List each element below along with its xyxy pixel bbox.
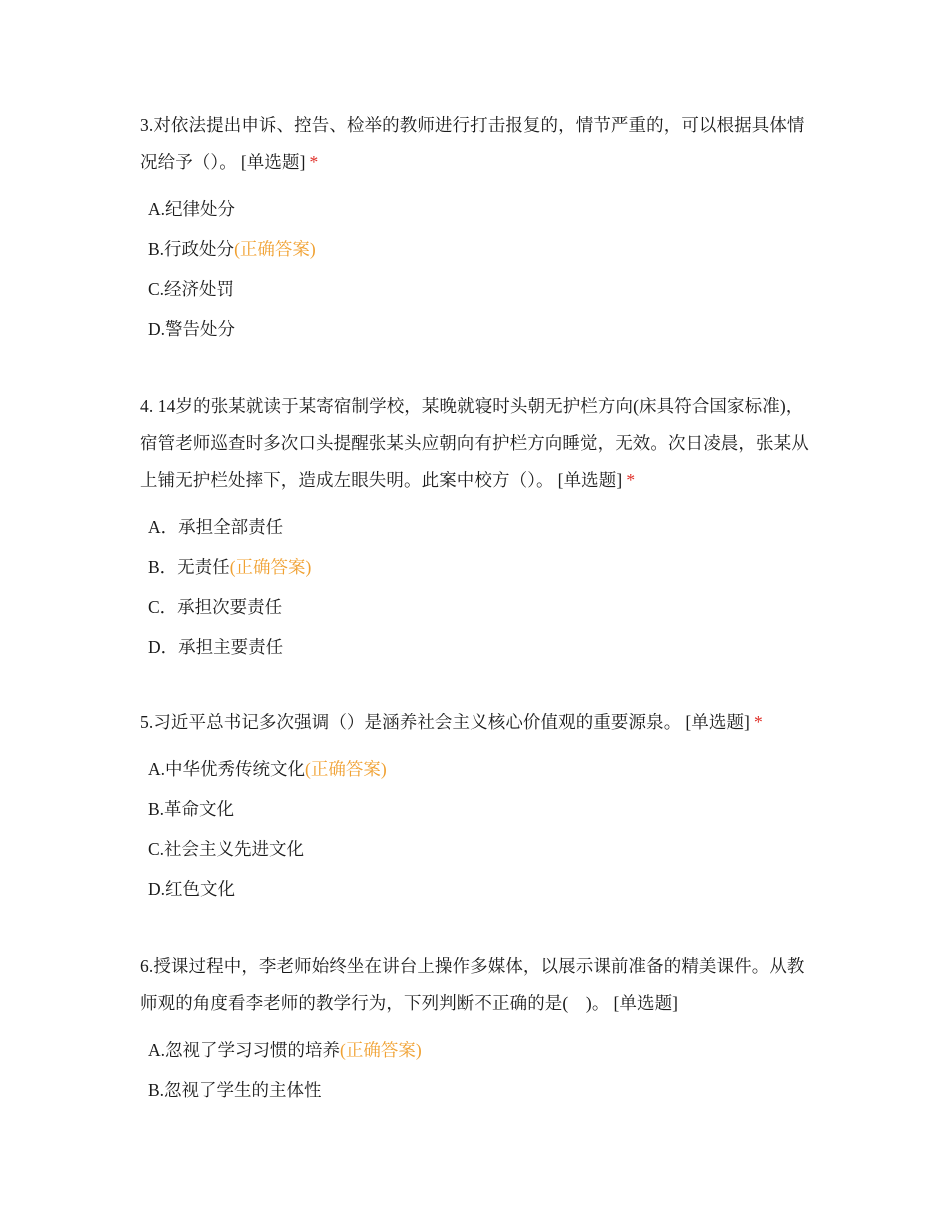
- option-c: C．承担次要责任: [148, 597, 283, 617]
- question-5: [140, 704, 820, 909]
- question-text: 6.授课过程中，李老师始终坐在讲台上操作多媒体，以展示课前准备的精美课件。从教师观的角度看李老师的教学行为，下列判断不正确的是( )。 [单选题]: [140, 956, 805, 1013]
- option-a: A．承担全部责任: [148, 517, 284, 537]
- option-b: B.忽视了学生的主体性: [148, 1080, 322, 1100]
- option-list: [140, 749, 820, 909]
- question-3: [140, 107, 820, 349]
- option-list: [140, 507, 820, 667]
- question-text: 3.对依法提出申诉、控告、检举的教师进行打击报复的，情节严重的，可以根据具体情况给予（）。 [单选题] *: [140, 115, 805, 172]
- option-a: A.中华优秀传统文化(正确答案): [148, 759, 387, 779]
- option-d: D.红色文化: [148, 879, 236, 899]
- option-c: C.经济处罚: [148, 279, 235, 299]
- question-type-label: [单选题]: [557, 470, 623, 490]
- option-b: B.行政处分(正确答案): [148, 239, 316, 259]
- option-c: C.社会主义先进文化: [148, 839, 305, 859]
- question-6: [140, 948, 820, 1110]
- question-type-label: [单选题]: [685, 712, 750, 732]
- option-d: D.警告处分: [148, 319, 236, 339]
- question-type-label: [单选题]: [613, 993, 679, 1013]
- option-list: [140, 189, 820, 349]
- question-text: 5.习近平总书记多次强调（）是涵养社会主义核心价值观的重要源泉。 [单选题] *: [140, 712, 763, 732]
- option-b: B.革命文化: [148, 799, 235, 819]
- correct-answer-note: (正确答案): [340, 1040, 422, 1060]
- required-asterisk: *: [309, 152, 319, 172]
- required-asterisk: *: [626, 470, 636, 490]
- correct-answer-note: (正确答案): [229, 557, 312, 577]
- option-a: A.忽视了学习习惯的培养(正确答案): [148, 1040, 422, 1060]
- correct-answer-note: (正确答案): [234, 239, 316, 259]
- question-4: [140, 388, 820, 667]
- required-asterisk: *: [753, 712, 763, 732]
- question-text: 4. 14岁的张某就读于某寄宿制学校，某晚就寝时头朝无护栏方向(床具符合国家标准)，宿管老师巡查时多次口头提醒张某头应朝向有护栏方向睡觉，无效。次日凌晨，张某从上铺无护栏处摔下，造成左眼失明。此案中校方（）。 [单选题] *: [140, 396, 809, 490]
- option-d: D．承担主要责任: [148, 637, 284, 657]
- option-list: [140, 1030, 820, 1110]
- question-type-label: [单选题]: [240, 152, 306, 172]
- option-a: A.纪律处分: [148, 199, 236, 219]
- correct-answer-note: (正确答案): [305, 759, 387, 779]
- option-b: B．无责任(正确答案): [148, 557, 312, 577]
